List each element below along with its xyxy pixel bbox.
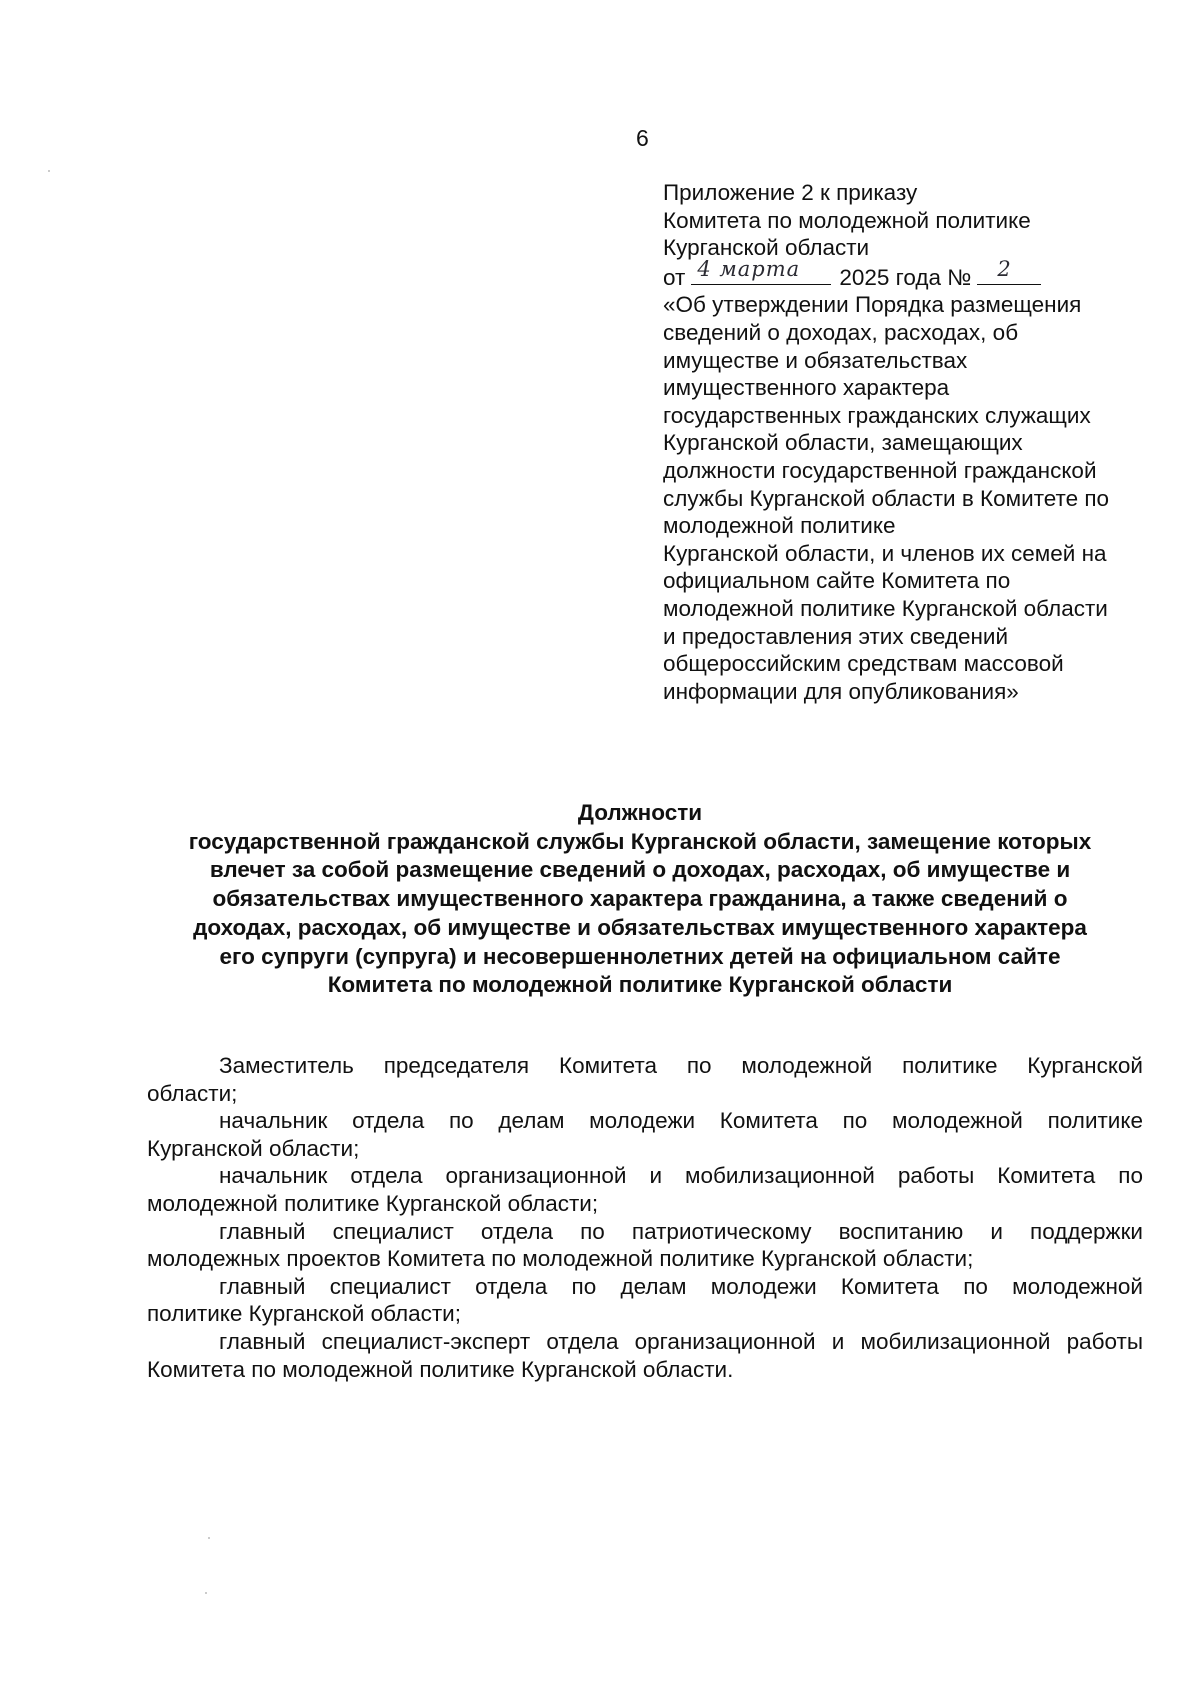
order-title-line: официальном сайте Комитета по: [663, 568, 1011, 594]
position-item-continuation: Комитета по молодежной политике Курганской области.: [147, 1356, 734, 1382]
order-title-line: имуществе и обязательствах: [663, 347, 968, 373]
scan-speck: [205, 1592, 207, 1594]
scan-speck: [208, 1537, 210, 1539]
order-date-line: [663, 256, 1183, 292]
appendix-line: Курганской области: [663, 235, 870, 261]
position-item-first-line: главный специалист отдела по патриотическому воспитанию и поддержки: [219, 1218, 1143, 1244]
appendix-block: [663, 179, 1183, 705]
position-item: [147, 1273, 1143, 1328]
scan-speck: [48, 170, 50, 172]
position-item-first-line: Заместитель председателя Комитета по молодежной политике Курганской: [219, 1053, 1143, 1078]
position-item-continuation: политике Курганской области;: [147, 1301, 461, 1327]
order-number-blank: [977, 256, 1041, 285]
order-title-line: общероссийским средствам массовой: [663, 651, 1064, 677]
position-item-continuation: области;: [147, 1080, 238, 1106]
date-year-label: 2025 года №: [839, 264, 972, 290]
order-title-line: «Об утверждении Порядка размещения: [663, 292, 1082, 318]
position-item-first-line: начальник отдела по делам молодежи Комитета по молодежной политике: [219, 1108, 1143, 1134]
position-item-first-line: начальник отдела организационной и мобилизационной работы Комитета по: [219, 1163, 1143, 1189]
position-item: [147, 1162, 1143, 1217]
heading-line: доходах, расходах, об имуществе и обязательствах имущественного характера: [193, 914, 1087, 940]
order-title-line: молодежной политике Курганской области: [663, 595, 1108, 621]
position-item-continuation: Курганской области;: [147, 1135, 360, 1161]
order-title-line: Курганской области, и членов их семей на: [663, 540, 1107, 566]
position-item-first-line: главный специалист отдела по делам молодежи Комитета по молодежной: [219, 1273, 1143, 1299]
page-number: 6: [636, 125, 649, 151]
appendix-line: Приложение 2 к приказу: [663, 180, 918, 205]
handwritten-order-number: 2: [997, 256, 1012, 281]
order-title-line: информации для опубликования»: [663, 678, 1019, 704]
heading-title: Должности: [577, 800, 703, 825]
position-item: [147, 1107, 1143, 1162]
position-item: [147, 1052, 1143, 1107]
heading-line: государственной гражданской службы Курганской области, замещение которых: [188, 828, 1092, 854]
appendix-line: Комитета по молодежной политике: [663, 207, 1031, 233]
order-title-line: имущественного характера: [663, 375, 950, 401]
position-item-continuation: молодежных проектов Комитета по молодежной политике Курганской области;: [147, 1246, 974, 1272]
handwritten-date: 4 марта: [697, 256, 801, 281]
date-prefix: от: [663, 264, 686, 290]
heading-line: обязательствах имущественного характера гражданина, а также сведений о: [212, 886, 1068, 912]
order-title-line: сведений о доходах, расходах, об: [663, 319, 1019, 345]
position-item: [147, 1328, 1143, 1383]
order-title-line: должности государственной гражданской: [663, 457, 1097, 483]
section-heading: [130, 799, 1150, 1000]
heading-line: его супруги (супруга) и несовершеннолетних детей на официальном сайте: [219, 943, 1061, 969]
heading-line: Комитета по молодежной политике Курганской области: [327, 972, 953, 998]
order-title-line: государственных гражданских служащих: [663, 402, 1091, 428]
position-item-continuation: молодежной политике Курганской области;: [147, 1190, 599, 1216]
positions-list: [147, 1052, 1143, 1383]
order-title-line: Курганской области, замещающих: [663, 430, 1023, 456]
order-title-line: молодежной политике: [663, 513, 896, 539]
position-item: [147, 1218, 1143, 1273]
position-item-first-line: главный специалист-эксперт отдела организационной и мобилизационной работы: [219, 1328, 1143, 1354]
order-title-line: и предоставления этих сведений: [663, 623, 1009, 649]
heading-line: влечет за собой размещение сведений о доходах, расходах, об имуществе и: [209, 857, 1071, 883]
date-day-blank: [691, 256, 831, 285]
order-title-line: службы Курганской области в Комитете по: [663, 485, 1110, 511]
